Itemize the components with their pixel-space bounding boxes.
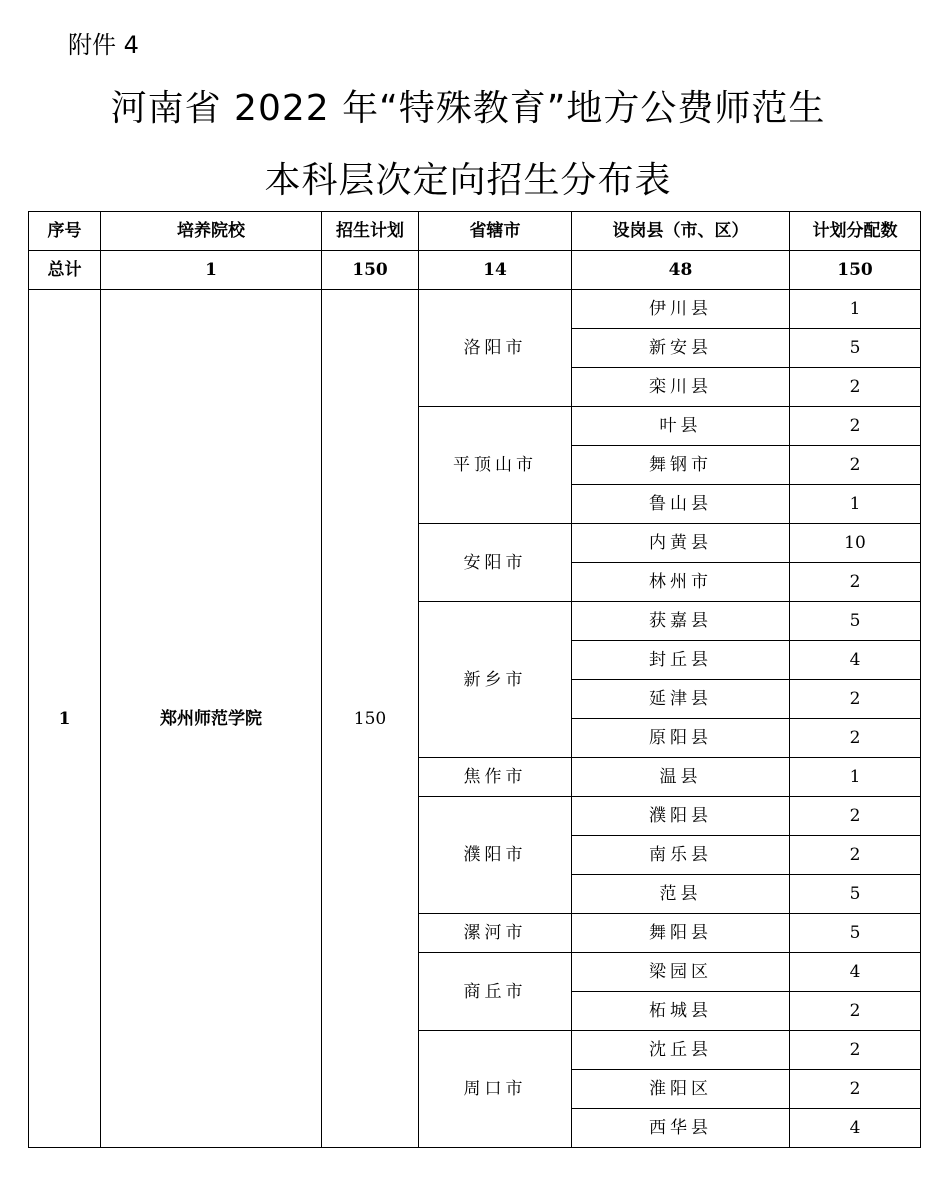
city-name: 安阳市 [419,524,572,602]
total-label: 总计 [29,251,101,290]
county-allocation: 1 [790,485,921,524]
county-name: 舞钢市 [572,446,790,485]
county-allocation: 1 [790,290,921,329]
county-allocation: 2 [790,797,921,836]
table-row [29,290,921,329]
county-name: 获嘉县 [572,602,790,641]
county-allocation: 10 [790,524,921,563]
total-counties: 48 [572,251,790,290]
county-name: 叶县 [572,407,790,446]
total-row [29,251,921,290]
city-name: 平顶山市 [419,407,572,524]
county-allocation: 4 [790,641,921,680]
row-index: 1 [29,290,101,1148]
county-name: 柘城县 [572,992,790,1031]
county-name: 范县 [572,875,790,914]
county-allocation: 2 [790,368,921,407]
county-name: 伊川县 [572,290,790,329]
county-name: 封丘县 [572,641,790,680]
header-school: 培养院校 [101,212,322,251]
city-name: 商丘市 [419,953,572,1031]
header-allocation: 计划分配数 [790,212,921,251]
county-name: 林州市 [572,563,790,602]
county-allocation: 4 [790,1109,921,1148]
city-name: 周口市 [419,1031,572,1148]
county-allocation: 2 [790,680,921,719]
city-name: 洛阳市 [419,290,572,407]
county-name: 濮阳县 [572,797,790,836]
county-allocation: 2 [790,836,921,875]
school-plan: 150 [322,290,419,1148]
county-allocation: 1 [790,758,921,797]
total-cities: 14 [419,251,572,290]
city-name: 濮阳市 [419,797,572,914]
total-allocation: 150 [790,251,921,290]
header-city: 省辖市 [419,212,572,251]
county-name: 栾川县 [572,368,790,407]
county-name: 舞阳县 [572,914,790,953]
header-county: 设岗县（市、区） [572,212,790,251]
county-name: 西华县 [572,1109,790,1148]
city-name: 漯河市 [419,914,572,953]
city-name: 焦作市 [419,758,572,797]
county-name: 南乐县 [572,836,790,875]
county-name: 沈丘县 [572,1031,790,1070]
county-allocation: 4 [790,953,921,992]
county-allocation: 5 [790,329,921,368]
total-schools: 1 [101,251,322,290]
document-title-line-2: 本科层次定向招生分布表 [264,160,672,201]
county-allocation: 2 [790,992,921,1031]
table-header-row [29,212,921,251]
county-name: 温县 [572,758,790,797]
county-allocation: 2 [790,407,921,446]
county-allocation: 2 [790,1031,921,1070]
county-name: 梁园区 [572,953,790,992]
header-index: 序号 [29,212,101,251]
school-name: 郑州师范学院 [101,290,322,1148]
county-name: 原阳县 [572,719,790,758]
county-name: 延津县 [572,680,790,719]
county-allocation: 5 [790,914,921,953]
header-plan: 招生计划 [322,212,419,251]
total-plan: 150 [322,251,419,290]
county-name: 内黄县 [572,524,790,563]
city-name: 新乡市 [419,602,572,758]
county-name: 新安县 [572,329,790,368]
county-name: 鲁山县 [572,485,790,524]
county-allocation: 2 [790,1070,921,1109]
county-allocation: 2 [790,719,921,758]
county-allocation: 5 [790,875,921,914]
county-allocation: 2 [790,446,921,485]
distribution-table [28,211,921,1148]
county-allocation: 5 [790,602,921,641]
document-title-line-1: 河南省 2022 年“特殊教育”地方公费师范生 [110,88,826,129]
attachment-label: 附件 4 [68,31,139,59]
county-allocation: 2 [790,563,921,602]
county-name: 淮阳区 [572,1070,790,1109]
